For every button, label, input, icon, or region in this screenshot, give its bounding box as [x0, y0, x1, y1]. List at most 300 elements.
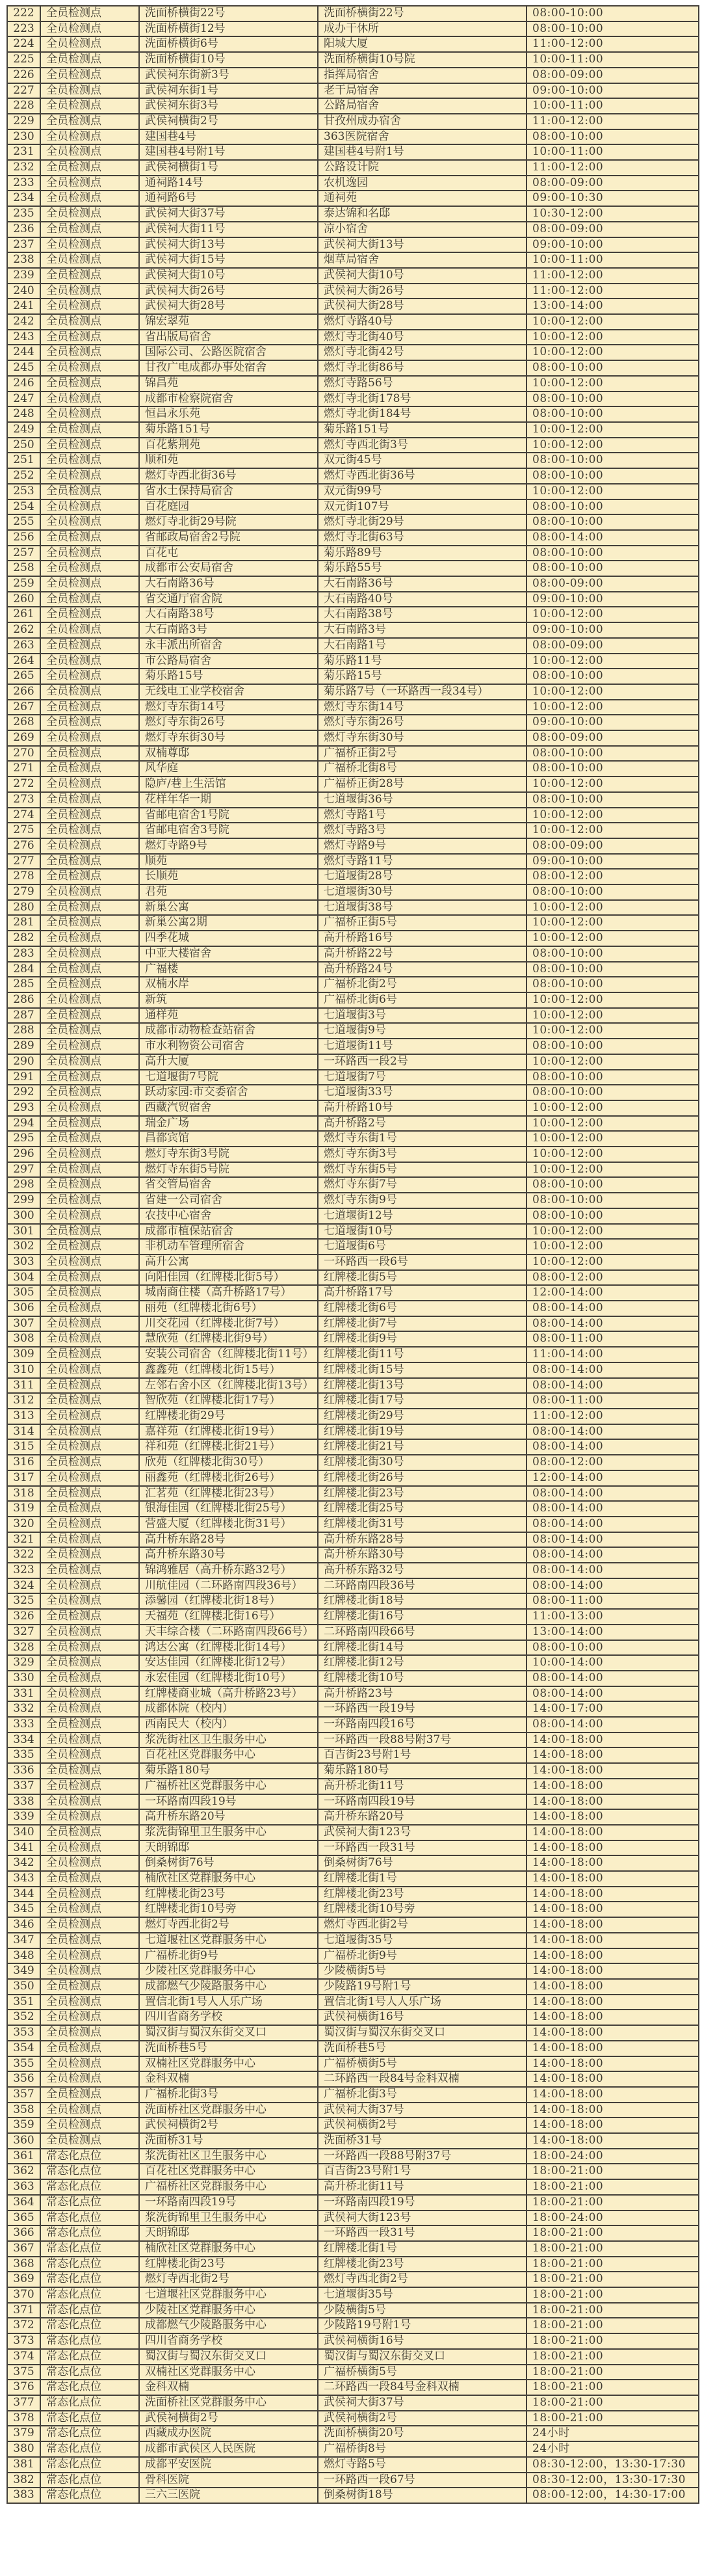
address-cell: 红牌楼北街14号: [318, 1640, 526, 1656]
site-name-cell: 浆洗街锦里卫生服务中心: [139, 2211, 318, 2226]
site-name-cell: 洗面桥31号: [139, 2133, 318, 2149]
address-cell: 红牌楼北街10号旁: [318, 1902, 526, 1917]
address-cell: 红牌楼北街16号: [318, 1609, 526, 1625]
category-cell: 全员检测点: [40, 392, 139, 407]
category-cell: 全员检测点: [40, 592, 139, 607]
row-number-cell: 246: [7, 376, 40, 392]
time-cell: 08:00-10:00: [526, 1085, 699, 1100]
table-row: [7, 330, 699, 345]
time-cell: 09:00-10:00: [526, 592, 699, 607]
time-cell: 14:00-18:00: [526, 1902, 699, 1917]
row-number-cell: 305: [7, 1285, 40, 1301]
category-cell: 全员检测点: [40, 1054, 139, 1070]
row-number-cell: 267: [7, 700, 40, 715]
table-row: [7, 2272, 699, 2287]
site-name-cell: 欣苑（红牌楼北街30号）: [139, 1455, 318, 1470]
site-name-cell: 一环路南四段19号: [139, 1794, 318, 1810]
time-cell: 10:00-12:00: [526, 1224, 699, 1240]
row-number-cell: 307: [7, 1316, 40, 1332]
time-cell: 08:00-11:00: [526, 1593, 699, 1609]
time-cell: 14:00-18:00: [526, 1995, 699, 2010]
time-cell: 08:00-10:00: [526, 406, 699, 422]
row-number-cell: 278: [7, 869, 40, 884]
category-cell: 常态化点位: [40, 2149, 139, 2164]
table-row: [7, 1855, 699, 1871]
address-cell: 红牌楼北街10号: [318, 1671, 526, 1686]
time-cell: 14:00-18:00: [526, 1825, 699, 1840]
address-cell: 少陵横街5号: [318, 1963, 526, 1979]
site-name-cell: 武侯祠横街2号: [139, 114, 318, 129]
table-row: [7, 284, 699, 299]
time-cell: 14:00-18:00: [526, 1840, 699, 1856]
address-cell: 大石南路1号: [318, 638, 526, 654]
address-cell: 武侯祠大街123号: [318, 1825, 526, 1840]
category-cell: 全员检测点: [40, 36, 139, 52]
site-name-cell: 左邻右舍小区（红牌楼北街13号）: [139, 1378, 318, 1394]
table-row: [7, 68, 699, 83]
category-cell: 全员检测点: [40, 1177, 139, 1193]
time-cell: 08:00-09:00: [526, 68, 699, 83]
site-name-cell: 蜀汉街与蜀汉东街交叉口: [139, 2349, 318, 2365]
table-row: [7, 6, 699, 21]
time-cell: 11:00-12:00: [526, 114, 699, 129]
table-row: [7, 1301, 699, 1316]
time-cell: 24小时: [526, 2441, 699, 2457]
table-row: [7, 1593, 699, 1609]
category-cell: 全员检测点: [40, 345, 139, 360]
time-cell: 18:00-21:00: [526, 2225, 699, 2241]
time-cell: 11:00-12:00: [526, 160, 699, 176]
address-cell: 高升桥路16号: [318, 931, 526, 946]
address-cell: 广福桥北街2号: [318, 977, 526, 992]
row-number-cell: 228: [7, 98, 40, 114]
address-cell: 红牌楼北街23号: [318, 1486, 526, 1502]
category-cell: 全员检测点: [40, 1470, 139, 1486]
row-number-cell: 251: [7, 453, 40, 468]
address-cell: 广福桥横街5号: [318, 2365, 526, 2380]
row-number-cell: 284: [7, 962, 40, 977]
address-cell: 武侯祠大街123号: [318, 2211, 526, 2226]
table-row: [7, 453, 699, 468]
table-row: [7, 1439, 699, 1455]
site-name-cell: 丽鑫苑（红牌楼北街26号）: [139, 1470, 318, 1486]
address-cell: 广福桥北街8号: [318, 761, 526, 777]
category-cell: 全员检测点: [40, 1933, 139, 1948]
time-cell: 08:00-10:00: [526, 546, 699, 561]
table-row: [7, 1809, 699, 1825]
time-cell: 12:00-14:00: [526, 1470, 699, 1486]
table-row: [7, 2149, 699, 2164]
address-cell: 老干局宿舍: [318, 83, 526, 99]
time-cell: 10:00-12:00: [526, 1054, 699, 1070]
site-name-cell: 浆洗街社区卫生服务中心: [139, 1733, 318, 1748]
site-name-cell: 广福桥社区党群服务中心: [139, 1779, 318, 1794]
address-cell: 高升桥路2号: [318, 1116, 526, 1132]
table-row: [7, 438, 699, 453]
time-cell: 10:00-12:00: [526, 900, 699, 916]
row-number-cell: 378: [7, 2411, 40, 2426]
time-cell: 18:00-24:00: [526, 2211, 699, 2226]
time-cell: 08:00-14:00: [526, 1671, 699, 1686]
row-number-cell: 357: [7, 2087, 40, 2103]
table-row: [7, 1409, 699, 1424]
row-number-cell: 332: [7, 1701, 40, 1717]
category-cell: 常态化点位: [40, 2395, 139, 2411]
address-cell: 燃灯寺东街1号: [318, 1131, 526, 1147]
time-cell: 11:00-13:00: [526, 1609, 699, 1625]
category-cell: 常态化点位: [40, 2441, 139, 2457]
time-cell: 09:00-10:00: [526, 715, 699, 730]
row-number-cell: 306: [7, 1301, 40, 1316]
site-name-cell: 省交管局宿舍: [139, 1177, 318, 1193]
row-number-cell: 349: [7, 1963, 40, 1979]
address-cell: 建国巷4号附1号: [318, 144, 526, 160]
category-cell: 全员检测点: [40, 1855, 139, 1871]
category-cell: 全员检测点: [40, 1008, 139, 1024]
table-row: [7, 176, 699, 191]
time-cell: 08:00-10:00: [526, 453, 699, 468]
address-cell: 二环路南四段66号: [318, 1625, 526, 1640]
address-cell: 指挥局宿舍: [318, 68, 526, 83]
site-name-cell: 燃灯寺东街30号: [139, 730, 318, 746]
address-cell: 七道堰街30号: [318, 884, 526, 900]
category-cell: 全员检测点: [40, 52, 139, 68]
table-row: [7, 977, 699, 992]
address-cell: 武侯祠大街37号: [318, 2103, 526, 2118]
time-cell: 10:00-11:00: [526, 144, 699, 160]
time-cell: 08:30-12:00，13:30-17:30: [526, 2457, 699, 2473]
time-cell: 11:00-12:00: [526, 268, 699, 284]
row-number-cell: 327: [7, 1625, 40, 1640]
table-row: [7, 2488, 699, 2503]
table-row: [7, 1331, 699, 1347]
table-row: [7, 530, 699, 546]
site-name-cell: 天福苑（红牌楼北街16号）: [139, 1609, 318, 1625]
category-cell: 全员检测点: [40, 468, 139, 484]
row-number-cell: 293: [7, 1100, 40, 1116]
row-number-cell: 313: [7, 1409, 40, 1424]
site-name-cell: 高升桥东路28号: [139, 1532, 318, 1548]
table-row: [7, 406, 699, 422]
category-cell: 全员检测点: [40, 360, 139, 376]
row-number-cell: 346: [7, 1917, 40, 1933]
site-name-cell: 双楠尊邸: [139, 746, 318, 762]
time-cell: 10:00-12:00: [526, 607, 699, 622]
site-name-cell: 省水土保持局宿舍: [139, 484, 318, 499]
address-cell: 红牌楼北街12号: [318, 1655, 526, 1671]
site-name-cell: 红牌楼北街23号: [139, 2257, 318, 2272]
row-number-cell: 242: [7, 314, 40, 330]
time-cell: 18:00-21:00: [526, 2303, 699, 2318]
row-number-cell: 318: [7, 1486, 40, 1502]
table-row: [7, 2241, 699, 2257]
time-cell: 08:00-10:00: [526, 499, 699, 515]
address-cell: 一环路西一段88号附37号: [318, 1733, 526, 1748]
category-cell: 全员检测点: [40, 514, 139, 530]
row-number-cell: 381: [7, 2457, 40, 2473]
category-cell: 全员检测点: [40, 1578, 139, 1594]
row-number-cell: 359: [7, 2118, 40, 2133]
table-row: [7, 2010, 699, 2025]
address-cell: 大石南路38号: [318, 607, 526, 622]
category-cell: 全员检测点: [40, 530, 139, 546]
site-name-cell: 百花屯: [139, 546, 318, 561]
address-cell: 一环路西一段19号: [318, 1701, 526, 1717]
category-cell: 全员检测点: [40, 222, 139, 237]
site-name-cell: 成都市植保站宿舍: [139, 1224, 318, 1240]
row-number-cell: 275: [7, 823, 40, 838]
site-name-cell: 楠欣社区党群服务中心: [139, 1871, 318, 1887]
site-name-cell: 成都燃气少陵路服务中心: [139, 2318, 318, 2333]
site-name-cell: 洗面桥社区党群服务中心: [139, 2395, 318, 2411]
category-cell: 全员检测点: [40, 1316, 139, 1332]
row-number-cell: 262: [7, 622, 40, 638]
row-number-cell: 263: [7, 638, 40, 654]
row-number-cell: 245: [7, 360, 40, 376]
table-row: [7, 684, 699, 700]
row-number-cell: 269: [7, 730, 40, 746]
site-name-cell: 国际公司、公路医院宿舍: [139, 345, 318, 360]
table-row: [7, 1393, 699, 1409]
site-name-cell: 跃动家园:市交委宿舍: [139, 1085, 318, 1100]
address-cell: 蜀汉街与蜀汉东街交叉口: [318, 2349, 526, 2365]
site-name-cell: 金科双楠: [139, 2380, 318, 2395]
address-cell: 蜀汉街与蜀汉东街交叉口: [318, 2025, 526, 2041]
site-name-cell: 百花社区党群服务中心: [139, 1747, 318, 1763]
category-cell: 全员检测点: [40, 1532, 139, 1548]
site-name-cell: 双楠水岸: [139, 977, 318, 992]
category-cell: 全员检测点: [40, 6, 139, 21]
row-number-cell: 329: [7, 1655, 40, 1671]
table-row: [7, 2473, 699, 2488]
table-row: [7, 2380, 699, 2395]
site-name-cell: 蜀汉街与蜀汉东街交叉口: [139, 2025, 318, 2041]
category-cell: 全员检测点: [40, 1948, 139, 1964]
time-cell: 08:00-12:00: [526, 869, 699, 884]
site-name-cell: 百花紫荆苑: [139, 438, 318, 453]
address-cell: 倒桑树街76号: [318, 1855, 526, 1871]
table-row: [7, 992, 699, 1008]
category-cell: 全员检测点: [40, 561, 139, 576]
site-name-cell: 四川省商务学校: [139, 2333, 318, 2349]
category-cell: 全员检测点: [40, 314, 139, 330]
time-cell: 08:00-14:00: [526, 1439, 699, 1455]
row-number-cell: 240: [7, 284, 40, 299]
row-number-cell: 344: [7, 1887, 40, 1902]
row-number-cell: 379: [7, 2426, 40, 2441]
row-number-cell: 301: [7, 1224, 40, 1240]
row-number-cell: 314: [7, 1424, 40, 1440]
category-cell: 全员检测点: [40, 1917, 139, 1933]
site-name-cell: 武侯祠东街1号: [139, 83, 318, 99]
table-row: [7, 222, 699, 237]
row-number-cell: 308: [7, 1331, 40, 1347]
address-cell: 七道堰街36号: [318, 792, 526, 808]
row-number-cell: 285: [7, 977, 40, 992]
table-row: [7, 1116, 699, 1132]
table-row: [7, 1871, 699, 1887]
category-cell: 全员检测点: [40, 129, 139, 145]
time-cell: 08:00-10:00: [526, 1070, 699, 1085]
table-row: [7, 915, 699, 931]
row-number-cell: 336: [7, 1763, 40, 1779]
category-cell: 全员检测点: [40, 1809, 139, 1825]
row-number-cell: 340: [7, 1825, 40, 1840]
time-cell: 08:00-11:00: [526, 1393, 699, 1409]
address-cell: 红牌楼北街18号: [318, 1593, 526, 1609]
table-row: [7, 1270, 699, 1286]
site-name-cell: 楠欣社区党群服务中心: [139, 2241, 318, 2257]
table-row: [7, 1085, 699, 1100]
address-cell: 高升桥北街11号: [318, 2179, 526, 2195]
table-row: [7, 638, 699, 654]
address-cell: 七道堰街10号: [318, 1224, 526, 1240]
table-row: [7, 715, 699, 730]
category-cell: 全员检测点: [40, 1640, 139, 1656]
time-cell: 10:00-12:00: [526, 1147, 699, 1162]
site-name-cell: 川交花园（红牌楼北街7号）: [139, 1316, 318, 1332]
category-cell: 全员检测点: [40, 376, 139, 392]
time-cell: 18:00-24:00: [526, 2149, 699, 2164]
address-cell: 燃灯寺西北街3号: [318, 438, 526, 453]
address-cell: 燃灯寺北街178号: [318, 392, 526, 407]
address-cell: 武侯祠大街13号: [318, 237, 526, 253]
address-cell: 广福桥北街9号: [318, 1948, 526, 1964]
time-cell: 08:00-14:00: [526, 1378, 699, 1394]
category-cell: 全员检测点: [40, 638, 139, 654]
row-number-cell: 316: [7, 1455, 40, 1470]
site-name-cell: 成都平安医院: [139, 2457, 318, 2473]
table-row: [7, 1285, 699, 1301]
category-cell: 全员检测点: [40, 1301, 139, 1316]
address-cell: 大石南路3号: [318, 622, 526, 638]
address-cell: 红牌楼北街23号: [318, 1887, 526, 1902]
category-cell: 全员检测点: [40, 1270, 139, 1286]
address-cell: 武侯祠横街2号: [318, 2118, 526, 2133]
row-number-cell: 324: [7, 1578, 40, 1594]
category-cell: 常态化点位: [40, 2179, 139, 2195]
address-cell: 燃灯寺东街26号: [318, 715, 526, 730]
table-row: [7, 1902, 699, 1917]
table-row: [7, 1532, 699, 1548]
row-number-cell: 312: [7, 1393, 40, 1409]
category-cell: 全员检测点: [40, 546, 139, 561]
category-cell: 全员检测点: [40, 622, 139, 638]
row-number-cell: 294: [7, 1116, 40, 1132]
category-cell: 常态化点位: [40, 2211, 139, 2226]
category-cell: 全员检测点: [40, 1147, 139, 1162]
address-cell: 烟草局宿舍: [318, 252, 526, 268]
row-number-cell: 270: [7, 746, 40, 762]
row-number-cell: 353: [7, 2025, 40, 2041]
table-row: [7, 1655, 699, 1671]
table-row: [7, 1887, 699, 1902]
time-cell: 08:00-09:00: [526, 222, 699, 237]
table-row: [7, 1747, 699, 1763]
address-cell: 广福桥正街28号: [318, 777, 526, 792]
category-cell: 常态化点位: [40, 2272, 139, 2287]
row-number-cell: 338: [7, 1794, 40, 1810]
table-row: [7, 1316, 699, 1332]
time-cell: 18:00-21:00: [526, 2195, 699, 2211]
site-name-cell: 城南商住楼（高升桥路17号）: [139, 1285, 318, 1301]
address-cell: 广福桥横街5号: [318, 2056, 526, 2072]
category-cell: 全员检测点: [40, 1455, 139, 1470]
address-cell: 七道堰街33号: [318, 1085, 526, 1100]
time-cell: 10:00-14:00: [526, 1655, 699, 1671]
table-row: [7, 1840, 699, 1856]
table-row: [7, 1578, 699, 1594]
site-name-cell: 广福桥社区党群服务中心: [139, 2179, 318, 2195]
row-number-cell: 244: [7, 345, 40, 360]
category-cell: 全员检测点: [40, 191, 139, 206]
category-cell: 全员检测点: [40, 869, 139, 884]
table-row: [7, 1933, 699, 1948]
address-cell: 红牌楼北街13号: [318, 1378, 526, 1394]
table-row: [7, 900, 699, 916]
site-name-cell: 少陵社区党群服务中心: [139, 2303, 318, 2318]
address-cell: 高升桥路24号: [318, 962, 526, 977]
table-row: [7, 1008, 699, 1024]
site-name-cell: 菊乐路15号: [139, 669, 318, 684]
time-cell: 18:00-21:00: [526, 2257, 699, 2272]
row-number-cell: 258: [7, 561, 40, 576]
site-name-cell: 双楠社区党群服务中心: [139, 2365, 318, 2380]
time-cell: 08:00-10:00: [526, 129, 699, 145]
category-cell: 全员检测点: [40, 1193, 139, 1208]
site-name-cell: 武侯祠大街28号: [139, 299, 318, 314]
row-number-cell: 272: [7, 777, 40, 792]
row-number-cell: 369: [7, 2272, 40, 2287]
address-cell: 一环路西一段88号附37号: [318, 2149, 526, 2164]
address-cell: 洗面桥横街20号: [318, 2426, 526, 2441]
site-name-cell: 武侯祠大街10号: [139, 268, 318, 284]
site-name-cell: 通样苑: [139, 1008, 318, 1024]
site-name-cell: 红牌楼北街10号旁: [139, 1902, 318, 1917]
time-cell: 08:00-10:00: [526, 946, 699, 962]
table-row: [7, 1255, 699, 1270]
table-row: [7, 654, 699, 669]
address-cell: 菊乐路180号: [318, 1763, 526, 1779]
category-cell: 全员检测点: [40, 1671, 139, 1686]
site-name-cell: 锦昌苑: [139, 376, 318, 392]
row-number-cell: 226: [7, 68, 40, 83]
table-row: [7, 1995, 699, 2010]
site-name-cell: 四川省商务学校: [139, 2010, 318, 2025]
time-cell: 18:00-21:00: [526, 2395, 699, 2411]
time-cell: 18:00-21:00: [526, 2241, 699, 2257]
category-cell: 全员检测点: [40, 160, 139, 176]
time-cell: 08:00-10:00: [526, 6, 699, 21]
table-row: [7, 669, 699, 684]
row-number-cell: 280: [7, 900, 40, 916]
address-cell: 红牌楼北街23号: [318, 2257, 526, 2272]
address-cell: 洗面桥巷5号: [318, 2041, 526, 2056]
category-cell: 全员检测点: [40, 1825, 139, 1840]
table-row: [7, 1917, 699, 1933]
table-row: [7, 1193, 699, 1208]
time-cell: 14:00-18:00: [526, 1948, 699, 1964]
time-cell: 08:00-14:00: [526, 1563, 699, 1578]
table-row: [7, 2179, 699, 2195]
row-number-cell: 296: [7, 1147, 40, 1162]
site-name-cell: 七道堰街7号院: [139, 1070, 318, 1085]
time-cell: 08:00-10:00: [526, 468, 699, 484]
category-cell: 全员检测点: [40, 1409, 139, 1424]
site-name-cell: 市公路局宿舍: [139, 654, 318, 669]
table-row: [7, 1825, 699, 1840]
time-cell: 08:00-10:00: [526, 1640, 699, 1656]
